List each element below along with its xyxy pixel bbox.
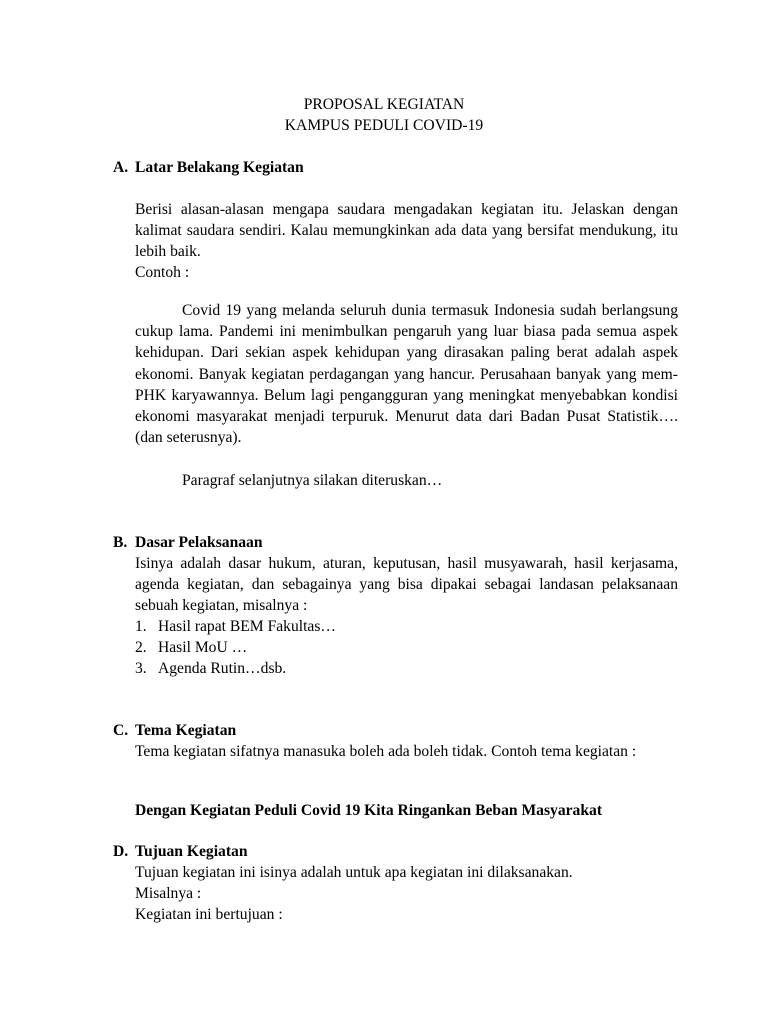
section-c-title: Tema Kegiatan (135, 722, 237, 739)
document-title-line1: PROPOSAL KEGIATAN (303, 96, 465, 113)
section-a-heading (113, 157, 304, 178)
section-d-letter: D. (113, 843, 129, 860)
section-a-intro: Berisi alasan-alasan mengapa saudara mengadakan kegiatan itu. Jelaskan dengan kalimat saudara sendiri. Kalau memungkinkan ada data yang bersifat mendukung, itu lebih baik. (135, 201, 678, 261)
section-b-intro: Isinya adalah dasar hukum, aturan, keputusan, hasil musyawarah, hasil kerjasama, agenda kegiatan, dan sebagainya yang bisa dipakai sebagai landasan pelaksanaan sebuah kegiatan, misalnya : (135, 555, 678, 615)
list-item (135, 616, 336, 637)
list-item-number: 2. (135, 639, 147, 656)
section-c-intro: Tema kegiatan sifatnya manasuka boleh ada boleh tidak. Contoh tema kegiatan : (135, 743, 637, 760)
list-item-text: Hasil MoU … (158, 639, 248, 656)
section-a-next: Paragraf selanjutnya silakan diteruskan… (182, 472, 443, 489)
section-b-title: Dasar Pelaksanaan (135, 534, 263, 551)
section-d-heading (113, 841, 248, 862)
section-c-letter: C. (113, 722, 129, 739)
section-a-contoh: Contoh : (135, 264, 190, 281)
list-item (135, 658, 286, 679)
section-d-line1: Tujuan kegiatan ini isinya adalah untuk apa kegiatan ini dilaksanakan. (135, 864, 573, 881)
list-item (135, 637, 247, 658)
section-d-line2: Misalnya : (135, 885, 202, 902)
section-a-example: Covid 19 yang melanda seluruh dunia termasuk Indonesia sudah berlangsung cukup lama. Pandemi ini menimbulkan pengaruh yang luar biasa pada semua aspek kehidupan. Dari sekian aspek kehidupan yang dirasakan paling berat adalah aspek ekonomi. Banyak kegiatan perdagangan yang hancur. Perusahaan banyak yang mem-PHK karyawannya. Belum lagi pengangguran yang meningkat menyebabkan kondisi ekonomi masyarakat menjadi terpuruk. Menurut data dari Badan Pusat Statistik….(dan seterusnya). (135, 302, 678, 447)
section-d-line3: Kegiatan ini bertujuan : (135, 906, 283, 923)
document-title-line2: KAMPUS PEDULI COVID-19 (284, 117, 484, 134)
list-item-text: Agenda Rutin…dsb. (158, 660, 287, 677)
section-c-theme: Dengan Kegiatan Peduli Covid 19 Kita Ringankan Beban Masyarakat (135, 802, 603, 819)
section-b-heading (113, 532, 263, 553)
section-b-letter: B. (113, 534, 128, 551)
section-d-title: Tujuan Kegiatan (135, 843, 248, 860)
section-a-letter: A. (113, 159, 129, 176)
list-item-number: 3. (135, 660, 147, 677)
section-c-heading (113, 720, 236, 741)
list-item-number: 1. (135, 618, 147, 635)
list-item-text: Hasil rapat BEM Fakultas… (158, 618, 337, 635)
section-a-title: Latar Belakang Kegiatan (135, 159, 304, 176)
